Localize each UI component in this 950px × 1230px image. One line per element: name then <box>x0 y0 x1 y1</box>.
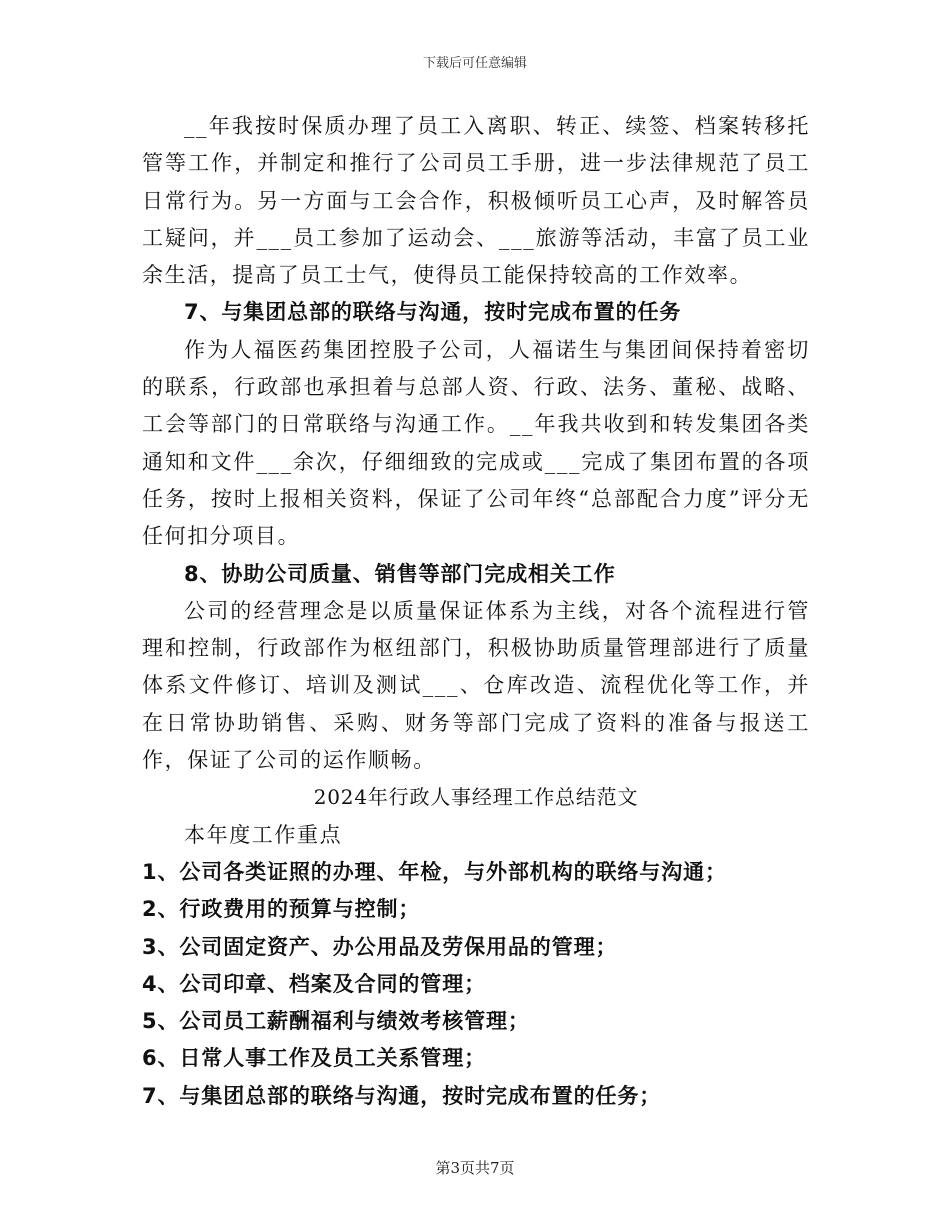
paragraph-group-liaison: 作为人福医药集团控股子公司，人福诺生与集团间保持着密切的联系，行政部也承担着与总部人资、行政、法务、董秘、战略、工会等部门的日常联络与沟通工作。__年我共收到和转发集团各类通知和文件___余次，仔细细致的完成或___完成了集团布置的各项任务，按时上报相关资料，保证了公司年终“总部配合力度”评分无任何扣分项目。 <box>142 337 811 549</box>
paragraph-hr-procedures: __年我按时保质办理了员工入离职、转正、续签、档案转移托管等工作，并制定和推行了公司员工手册，进一步法律规范了员工日常行为。另一方面与工会合作，积极倾听员工心声，及时解答员工疑问，并___员工参加了运动会、___旅游等活动，丰富了员工业余生活，提高了员工士气，使得员工能保持较高的工作效率。 <box>142 114 810 288</box>
subtitle-key-work: 本年度工作重点 <box>184 822 343 847</box>
page-header: 下载后可任意编辑 <box>422 56 527 71</box>
list-item: 1、公司各类证照的办理、年检，与外部机构的联络与沟通； <box>142 859 727 884</box>
list-item: 4、公司印章、档案及合同的管理； <box>142 971 487 996</box>
list-item: 7、与集团总部的联络与沟通，按时完成布置的任务； <box>142 1083 662 1108</box>
section-heading-7: 7、与集团总部的联络与沟通，按时完成布置的任务 <box>184 300 682 325</box>
page-footer: 第3页共7页 <box>435 1159 515 1177</box>
list-item: 2、行政费用的预算与控制； <box>142 897 421 922</box>
list-item: 6、日常人事工作及员工关系管理； <box>142 1046 487 1071</box>
document-body <box>142 108 810 1115</box>
document-title: 2024年行政人事经理工作总结范文 <box>313 785 639 810</box>
list-item: 5、公司员工薪酬福利与绩效考核管理； <box>142 1009 530 1034</box>
list-item: 3、公司固定资产、办公用品及劳保用品的管理； <box>142 934 618 959</box>
section-heading-8: 8、协助公司质量、销售等部门完成相关工作 <box>184 561 616 586</box>
paragraph-quality-sales: 公司的经营理念是以质量保证体系为主线，对各个流程进行管理和控制，行政部作为枢纽部门，积极协助质量管理部进行了质量体系文件修订、培训及测试___、仓库改造、流程优化等工作，并在日常协助销售、采购、财务等部门完成了资料的准备与报送工作，保证了公司的运作顺畅。 <box>142 598 810 773</box>
